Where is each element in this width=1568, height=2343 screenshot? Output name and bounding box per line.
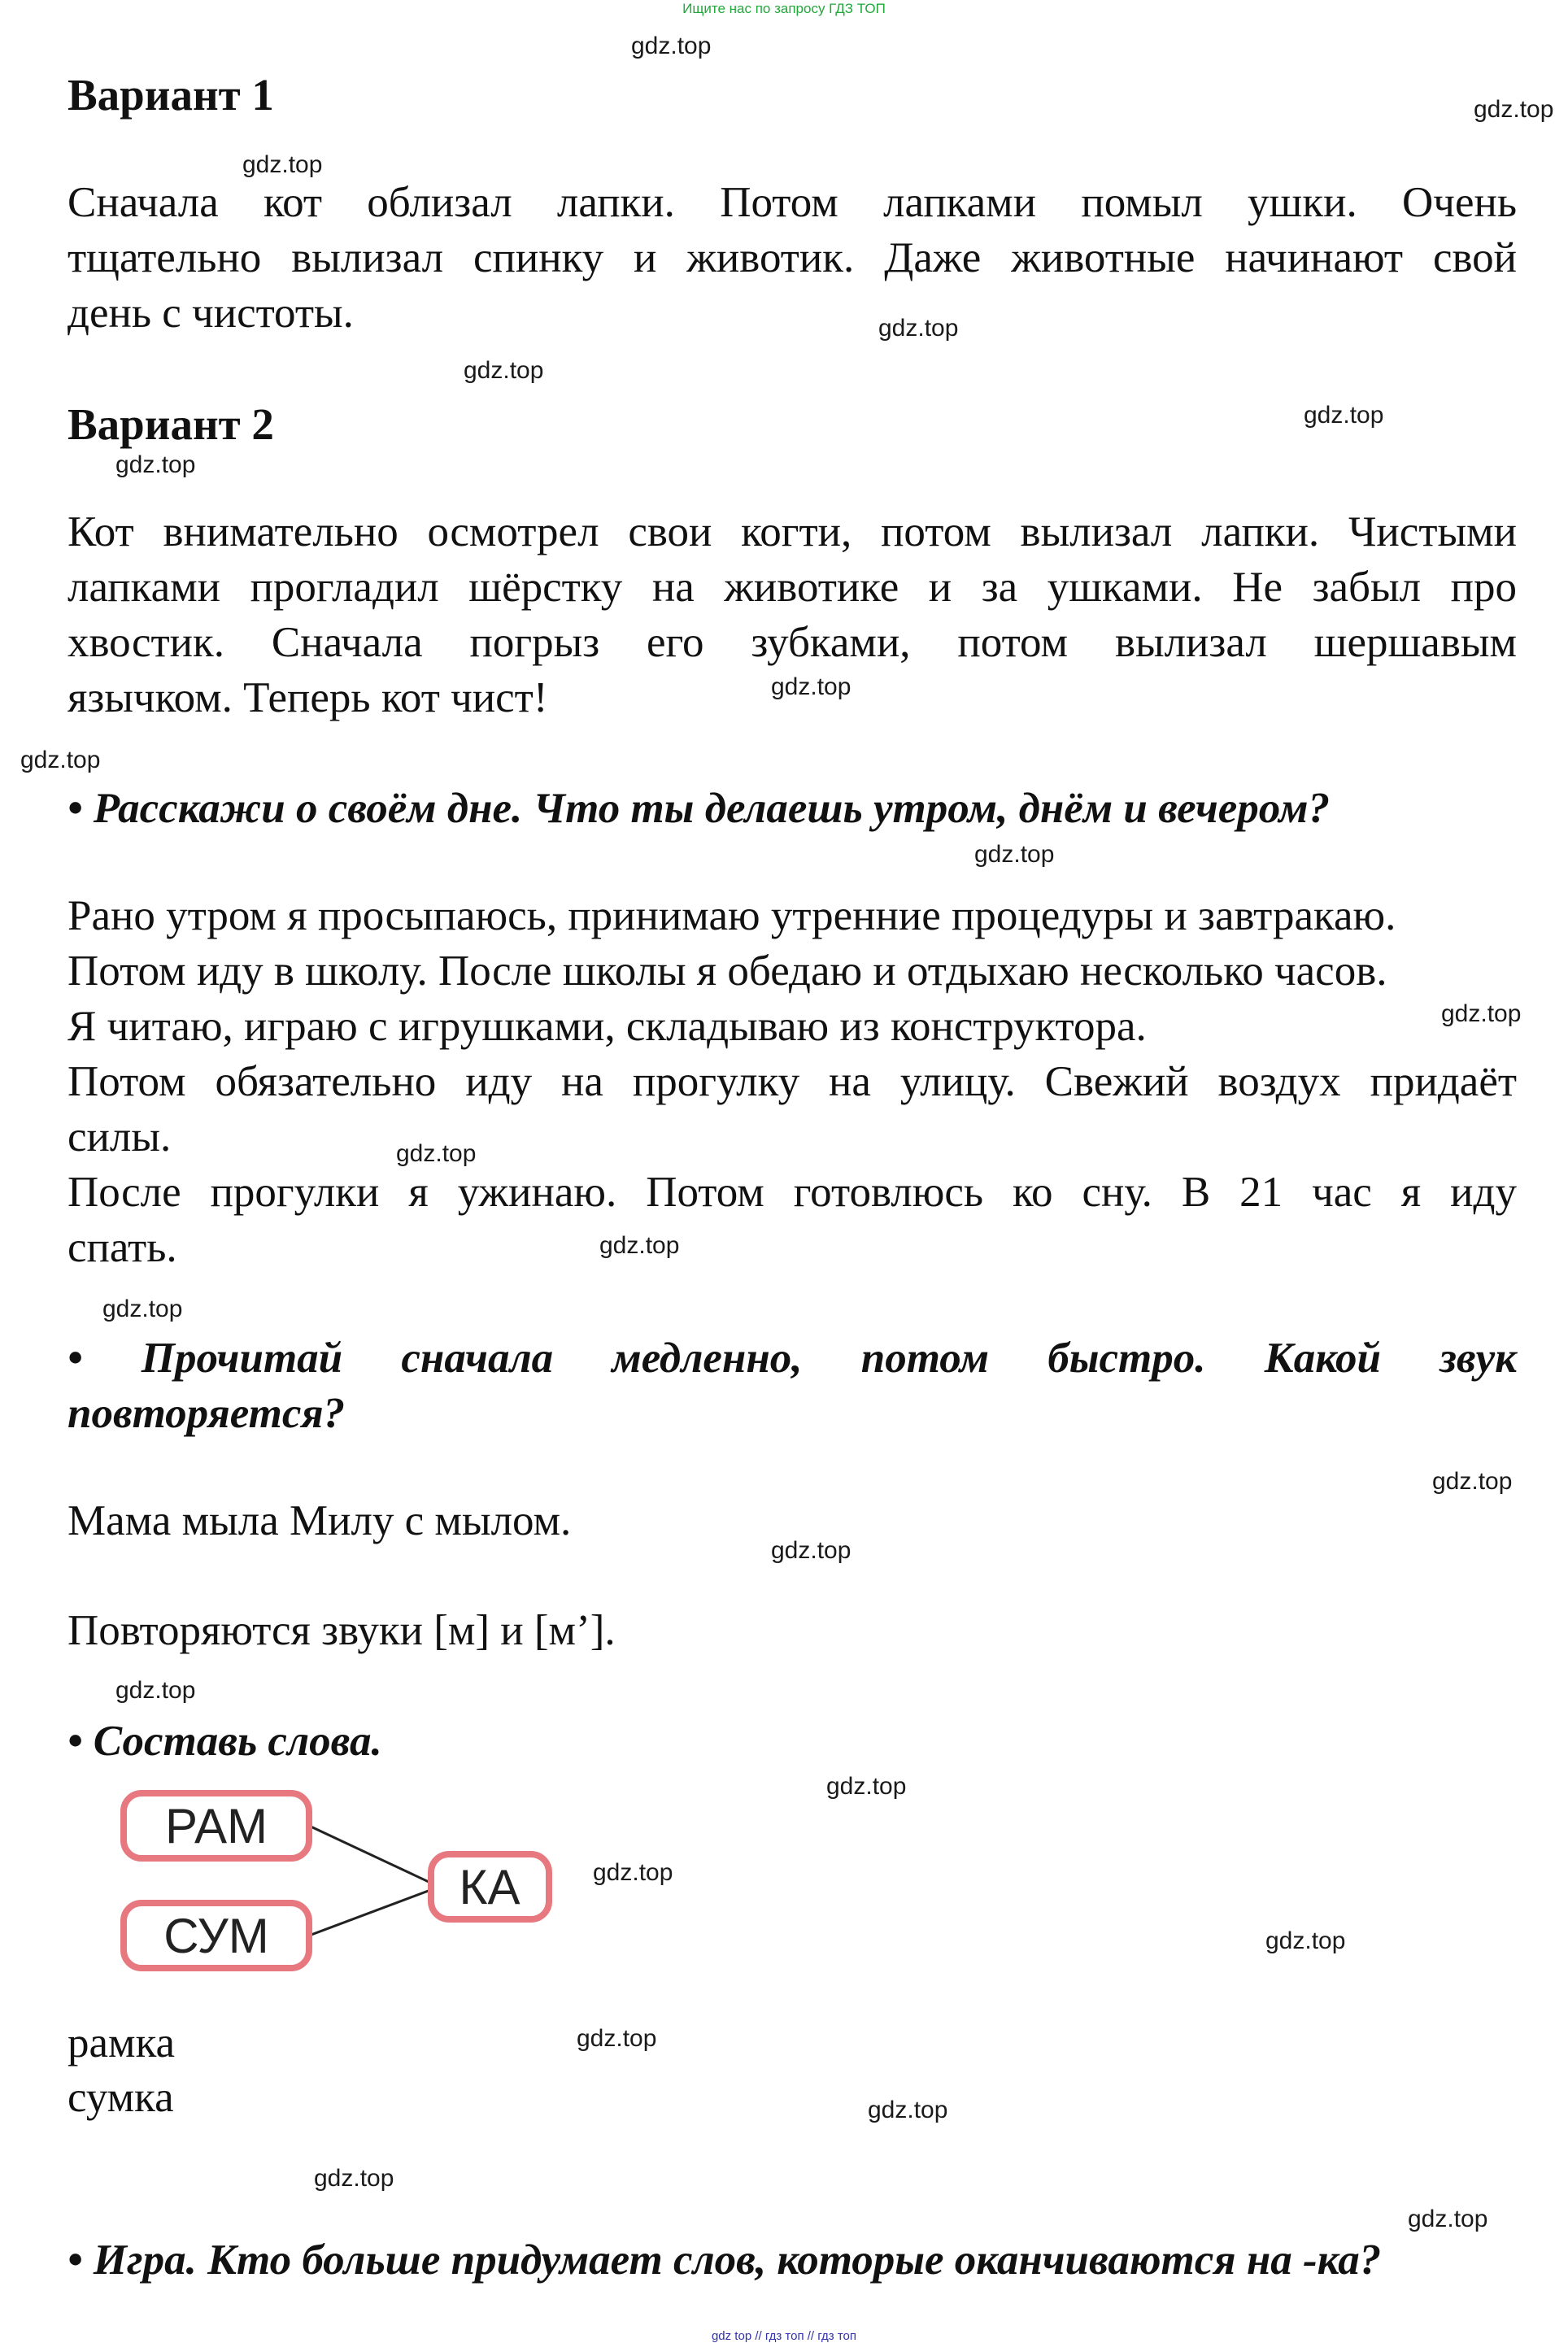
connector-line — [309, 1826, 439, 1887]
variant2-line: хвостик. Сначала погрыз его зубками, потом вылизал шершавым — [68, 619, 1517, 666]
watermark: gdz.top — [1441, 1000, 1522, 1027]
variant2-line: язычком. Теперь кот чист! — [68, 674, 548, 721]
top-banner: Ищите нас по запросу ГДЗ ТОП — [682, 1, 886, 16]
task-day-title-line: • Расскажи о своём дне. Что ты делаешь утром, днём и вечером? — [68, 785, 1331, 832]
day-line: После прогулки я ужинаю. Потом готовлюсь ко сну. В 21 час я иду — [68, 1169, 1517, 1216]
syllable-label: РАМ — [164, 1799, 268, 1853]
watermark: gdz.top — [242, 151, 323, 178]
task-day-answer — [68, 888, 1517, 1275]
syllable-diagram — [114, 1785, 569, 2005]
watermark: gdz.top — [577, 2025, 657, 2052]
variant1-line: день с чистоты. — [68, 290, 354, 337]
sound-answer: Повторяются звуки [м] и [м’]. — [68, 1607, 616, 1654]
footer-links: gdz top // гдз топ // гдз топ — [711, 2329, 857, 2343]
syllable-box-sum — [124, 1903, 309, 1968]
watermark: gdz.top — [593, 1859, 673, 1886]
watermark: gdz.top — [102, 1296, 183, 1322]
task-game-title — [68, 2232, 1517, 2288]
watermark: gdz.top — [20, 747, 101, 773]
word-result: рамка — [68, 2019, 176, 2066]
syllable-box-ka — [431, 1854, 549, 1919]
day-line: Потом иду в школу. После школы я обедаю и отдыхаю несколько часов. — [68, 947, 1387, 995]
watermark: gdz.top — [599, 1232, 680, 1259]
tongue-twister: Мама мыла Милу с мылом. — [68, 1497, 572, 1544]
day-line: Я читаю, играю с игрушками, складываю из конструктора. — [68, 1003, 1147, 1050]
variant1-text — [68, 175, 1517, 341]
watermark: gdz.top — [1432, 1468, 1513, 1495]
task-day-title — [68, 781, 1517, 836]
watermark: gdz.top — [115, 1677, 196, 1704]
watermark: gdz.top — [1474, 96, 1554, 123]
syllable-box-ram — [124, 1793, 309, 1858]
watermark: gdz.top — [631, 33, 712, 59]
variant1-line: Сначала кот облизал лапки. Потом лапками помыл ушки. Очень — [68, 179, 1517, 226]
variant1-line: тщательно вылизал спинку и животик. Даже животные начинают свой — [68, 234, 1517, 281]
variant1-title: Вариант 1 — [68, 70, 274, 120]
variant2-line: лапками прогладил шёрстку на животике и за ушками. Не забыл про — [68, 564, 1517, 611]
watermark: gdz.top — [826, 1773, 907, 1800]
syllable-label: КА — [459, 1860, 520, 1914]
watermark: gdz.top — [1265, 1927, 1346, 1954]
word-result: сумка — [68, 2074, 174, 2121]
day-line: спать. — [68, 1224, 177, 1271]
watermark: gdz.top — [464, 357, 544, 384]
watermark: gdz.top — [974, 841, 1055, 868]
task-sound-title-line: • Прочитай сначала медленно, потом быстро. Какой звук — [68, 1335, 1517, 1382]
watermark: gdz.top — [314, 2165, 394, 2192]
syllable-label: СУМ — [163, 1909, 269, 1963]
variant2-line: Кот внимательно осмотрел свои когти, потом вылизал лапки. Чистыми — [68, 508, 1517, 555]
day-line: силы. — [68, 1113, 172, 1161]
task-words-title — [68, 1714, 1517, 1769]
watermark: gdz.top — [1408, 2206, 1488, 2232]
connector-line — [309, 1887, 439, 1936]
day-line: Рано утром я просыпаюсь, принимаю утренние процедуры и завтракаю. — [68, 892, 1396, 939]
watermark: gdz.top — [771, 1537, 852, 1564]
task-words-title-line: • Составь слова. — [68, 1718, 382, 1765]
watermark: gdz.top — [771, 673, 852, 700]
variant2-title: Вариант 2 — [68, 399, 274, 449]
watermark: gdz.top — [1304, 402, 1384, 429]
watermark: gdz.top — [396, 1140, 477, 1167]
watermark: gdz.top — [115, 451, 196, 478]
task-sound-title-line: повторяется? — [68, 1390, 346, 1437]
watermark: gdz.top — [878, 315, 959, 342]
day-line: Потом обязательно иду на прогулку на улицу. Свежий воздух придаёт — [68, 1058, 1517, 1105]
task-game-title-line: • Игра. Кто больше придумает слов, которые оканчиваются на -ка? — [68, 2236, 1382, 2284]
watermark: gdz.top — [868, 2097, 948, 2123]
task-sound-title — [68, 1330, 1517, 1441]
